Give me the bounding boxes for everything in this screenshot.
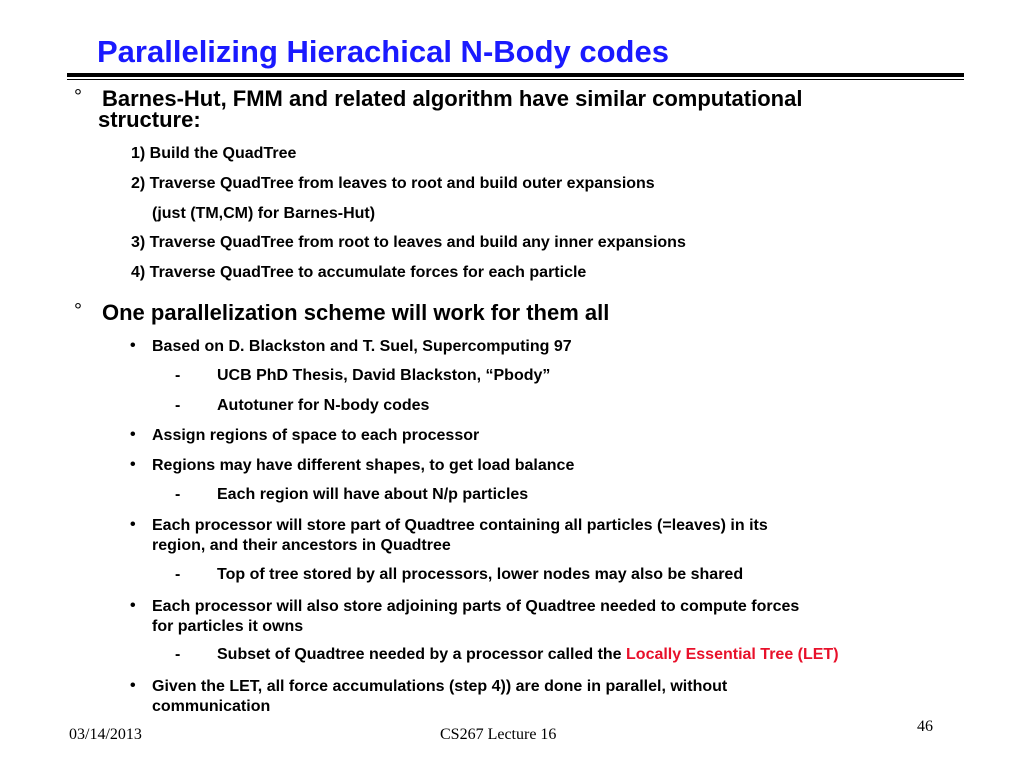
bullet-text: One parallelization scheme will work for them all bbox=[102, 300, 610, 325]
dash-bullet-icon: - bbox=[175, 397, 181, 414]
sub-item-text: UCB PhD Thesis, David Blackston, “Pbody” bbox=[217, 367, 551, 384]
item-text-continued: region, and their ancestors in Quadtree bbox=[152, 537, 451, 554]
step-3: 3) Traverse QuadTree from root to leaves and build any inner expansions bbox=[131, 234, 686, 251]
sub-item-text: Top of tree stored by all processors, lower nodes may also be shared bbox=[217, 566, 744, 583]
dot-bullet-icon: • bbox=[130, 597, 136, 614]
dot-bullet-icon: • bbox=[130, 337, 136, 354]
item-text: Given the LET, all force accumulations (step 4)) are done in parallel, without bbox=[152, 678, 728, 695]
item-text-continued: for particles it owns bbox=[152, 618, 304, 635]
item-text: Each processor will store part of Quadtree containing all particles (=leaves) in its bbox=[152, 517, 768, 534]
step-2: 2) Traverse QuadTree from leaves to root and build outer expansions bbox=[131, 175, 655, 192]
item-text: Regions may have different shapes, to get load balance bbox=[152, 457, 575, 474]
title-rule bbox=[67, 73, 964, 77]
bullet-text-continued: structure: bbox=[98, 107, 201, 132]
step-4: 4) Traverse QuadTree to accumulate forces for each particle bbox=[131, 264, 587, 281]
dot-bullet-icon: • bbox=[130, 456, 136, 473]
footer-date: 03/14/2013 bbox=[69, 726, 142, 743]
let-prefix: Subset of Quadtree needed by a processor called the bbox=[217, 646, 627, 663]
dash-bullet-icon: - bbox=[175, 367, 181, 384]
footer-page-number: 46 bbox=[917, 718, 933, 735]
sub-item-text bbox=[217, 646, 839, 664]
step-2-note: (just (TM,CM) for Barnes-Hut) bbox=[152, 205, 376, 222]
dash-bullet-icon: - bbox=[175, 646, 181, 663]
dash-bullet-icon: - bbox=[175, 566, 181, 583]
footer-course: CS267 Lecture 16 bbox=[440, 726, 557, 743]
dot-bullet-icon: • bbox=[130, 516, 136, 533]
item-text-continued: communication bbox=[152, 698, 271, 715]
item-text: Assign regions of space to each processor bbox=[152, 427, 480, 444]
sub-item-text: Each region will have about N/p particles bbox=[217, 486, 529, 503]
bullet-text: Barnes-Hut, FMM and related algorithm have similar computational bbox=[102, 86, 803, 111]
dot-bullet-icon: • bbox=[130, 677, 136, 694]
degree-bullet-icon: ° bbox=[74, 86, 82, 108]
dot-bullet-icon: • bbox=[130, 426, 136, 443]
sub-item-text: Autotuner for N-body codes bbox=[217, 397, 430, 414]
title-rule-thin bbox=[67, 79, 964, 80]
item-text: Based on D. Blackston and T. Suel, Supercomputing 97 bbox=[152, 338, 572, 355]
slide-title: Parallelizing Hierachical N-Body codes bbox=[97, 34, 669, 69]
step-1: 1) Build the QuadTree bbox=[131, 145, 297, 162]
degree-bullet-icon: ° bbox=[74, 300, 82, 322]
let-highlight: Locally Essential Tree (LET) bbox=[626, 646, 839, 663]
item-text: Each processor will also store adjoining parts of Quadtree needed to compute forces bbox=[152, 598, 800, 615]
dash-bullet-icon: - bbox=[175, 486, 181, 503]
